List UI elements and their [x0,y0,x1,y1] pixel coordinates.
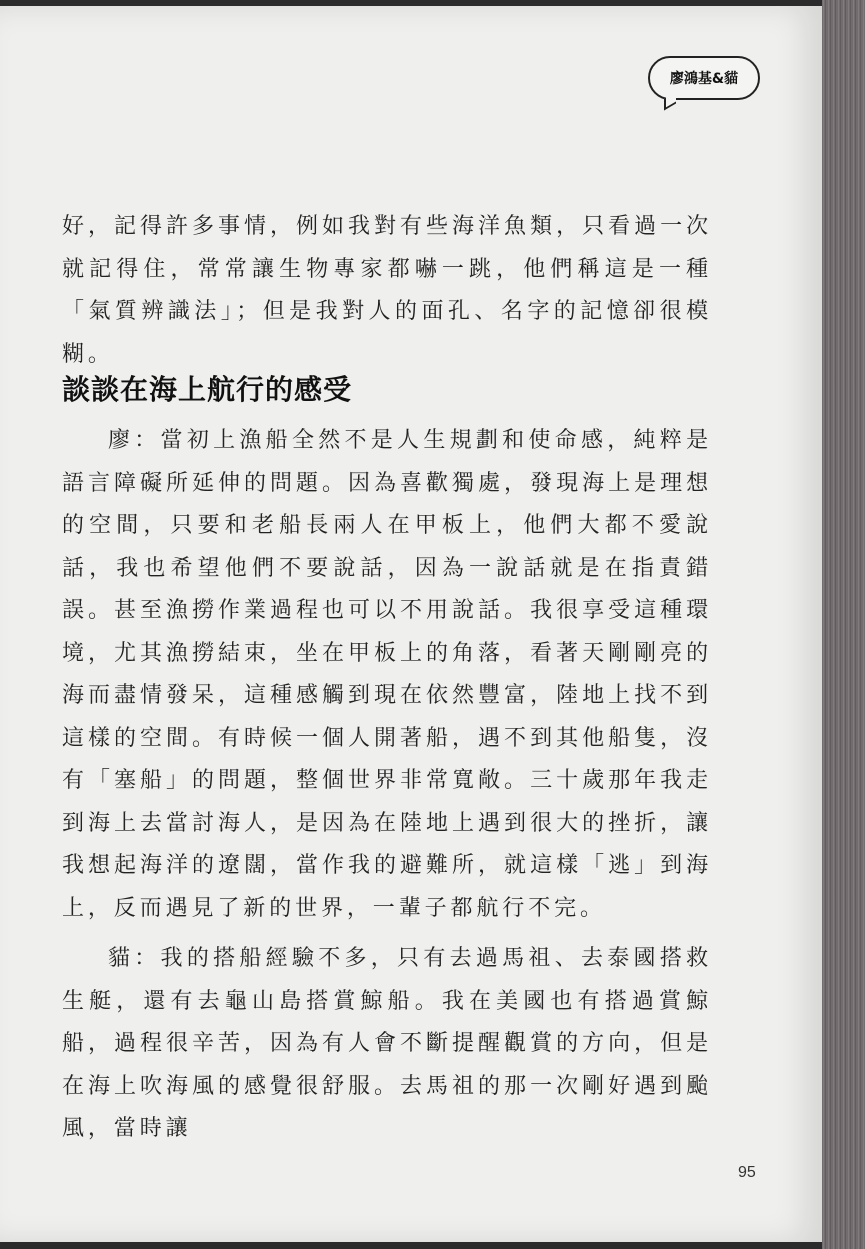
paragraph-cat: 貓：我的搭船經驗不多，只有去過馬祖、去泰國搭救生艇，還有去龜山島搭賞鯨船。我在美國也有搭過賞鯨船，過程很辛苦，因為有人會不斷提醒觀賞的方向，但是在海上吹海風的感覺很舒服。去馬祖的那一次剛好遇到颱風，當時讓 [62,946,712,1141]
page-edge-stack [822,0,865,1249]
intro-paragraph [62,206,712,376]
book-page [0,6,822,1242]
speech-bubble-badge [648,56,760,100]
intro-text: 好，記得許多事情，例如我對有些海洋魚類，只看過一次就記得住，常常讓生物專家都嚇一跳，他們稱這是一種「氣質辨識法」；但是我對人的面孔、名字的記憶卻很模糊。 [62,214,712,367]
page-number: 95 [738,1164,756,1181]
body-text [62,420,712,1151]
paragraph-liao: 廖：當初上漁船全然不是人生規劃和使命感，純粹是語言障礙所延伸的問題。因為喜歡獨處，發現海上是理想的空間，只要和老船長兩人在甲板上，他們大都不愛說話，我也希望他們不要說話，因為一說話就是在指責錯誤。甚至漁撈作業過程也可以不用說話。我很享受這種環境，尤其漁撈結束，坐在甲板上的角落，看著天剛剛亮的海而盡情發呆，這種感觸到現在依然豐富，陸地上找不到這樣的空間。有時候一個人開著船，遇不到其他船隻，沒有「塞船」的問題，整個世界非常寬敞。三十歲那年我走到海上去當討海人，是因為在陸地上遇到很大的挫折，讓我想起海洋的遼闊，當作我的避難所，就這樣「逃」到海上，反而遇見了新的世界，一輩子都航行不完。 [62,428,712,921]
section-heading: 談談在海上航行的感受 [62,373,353,406]
badge-label: 廖鴻基&貓 [669,71,739,87]
